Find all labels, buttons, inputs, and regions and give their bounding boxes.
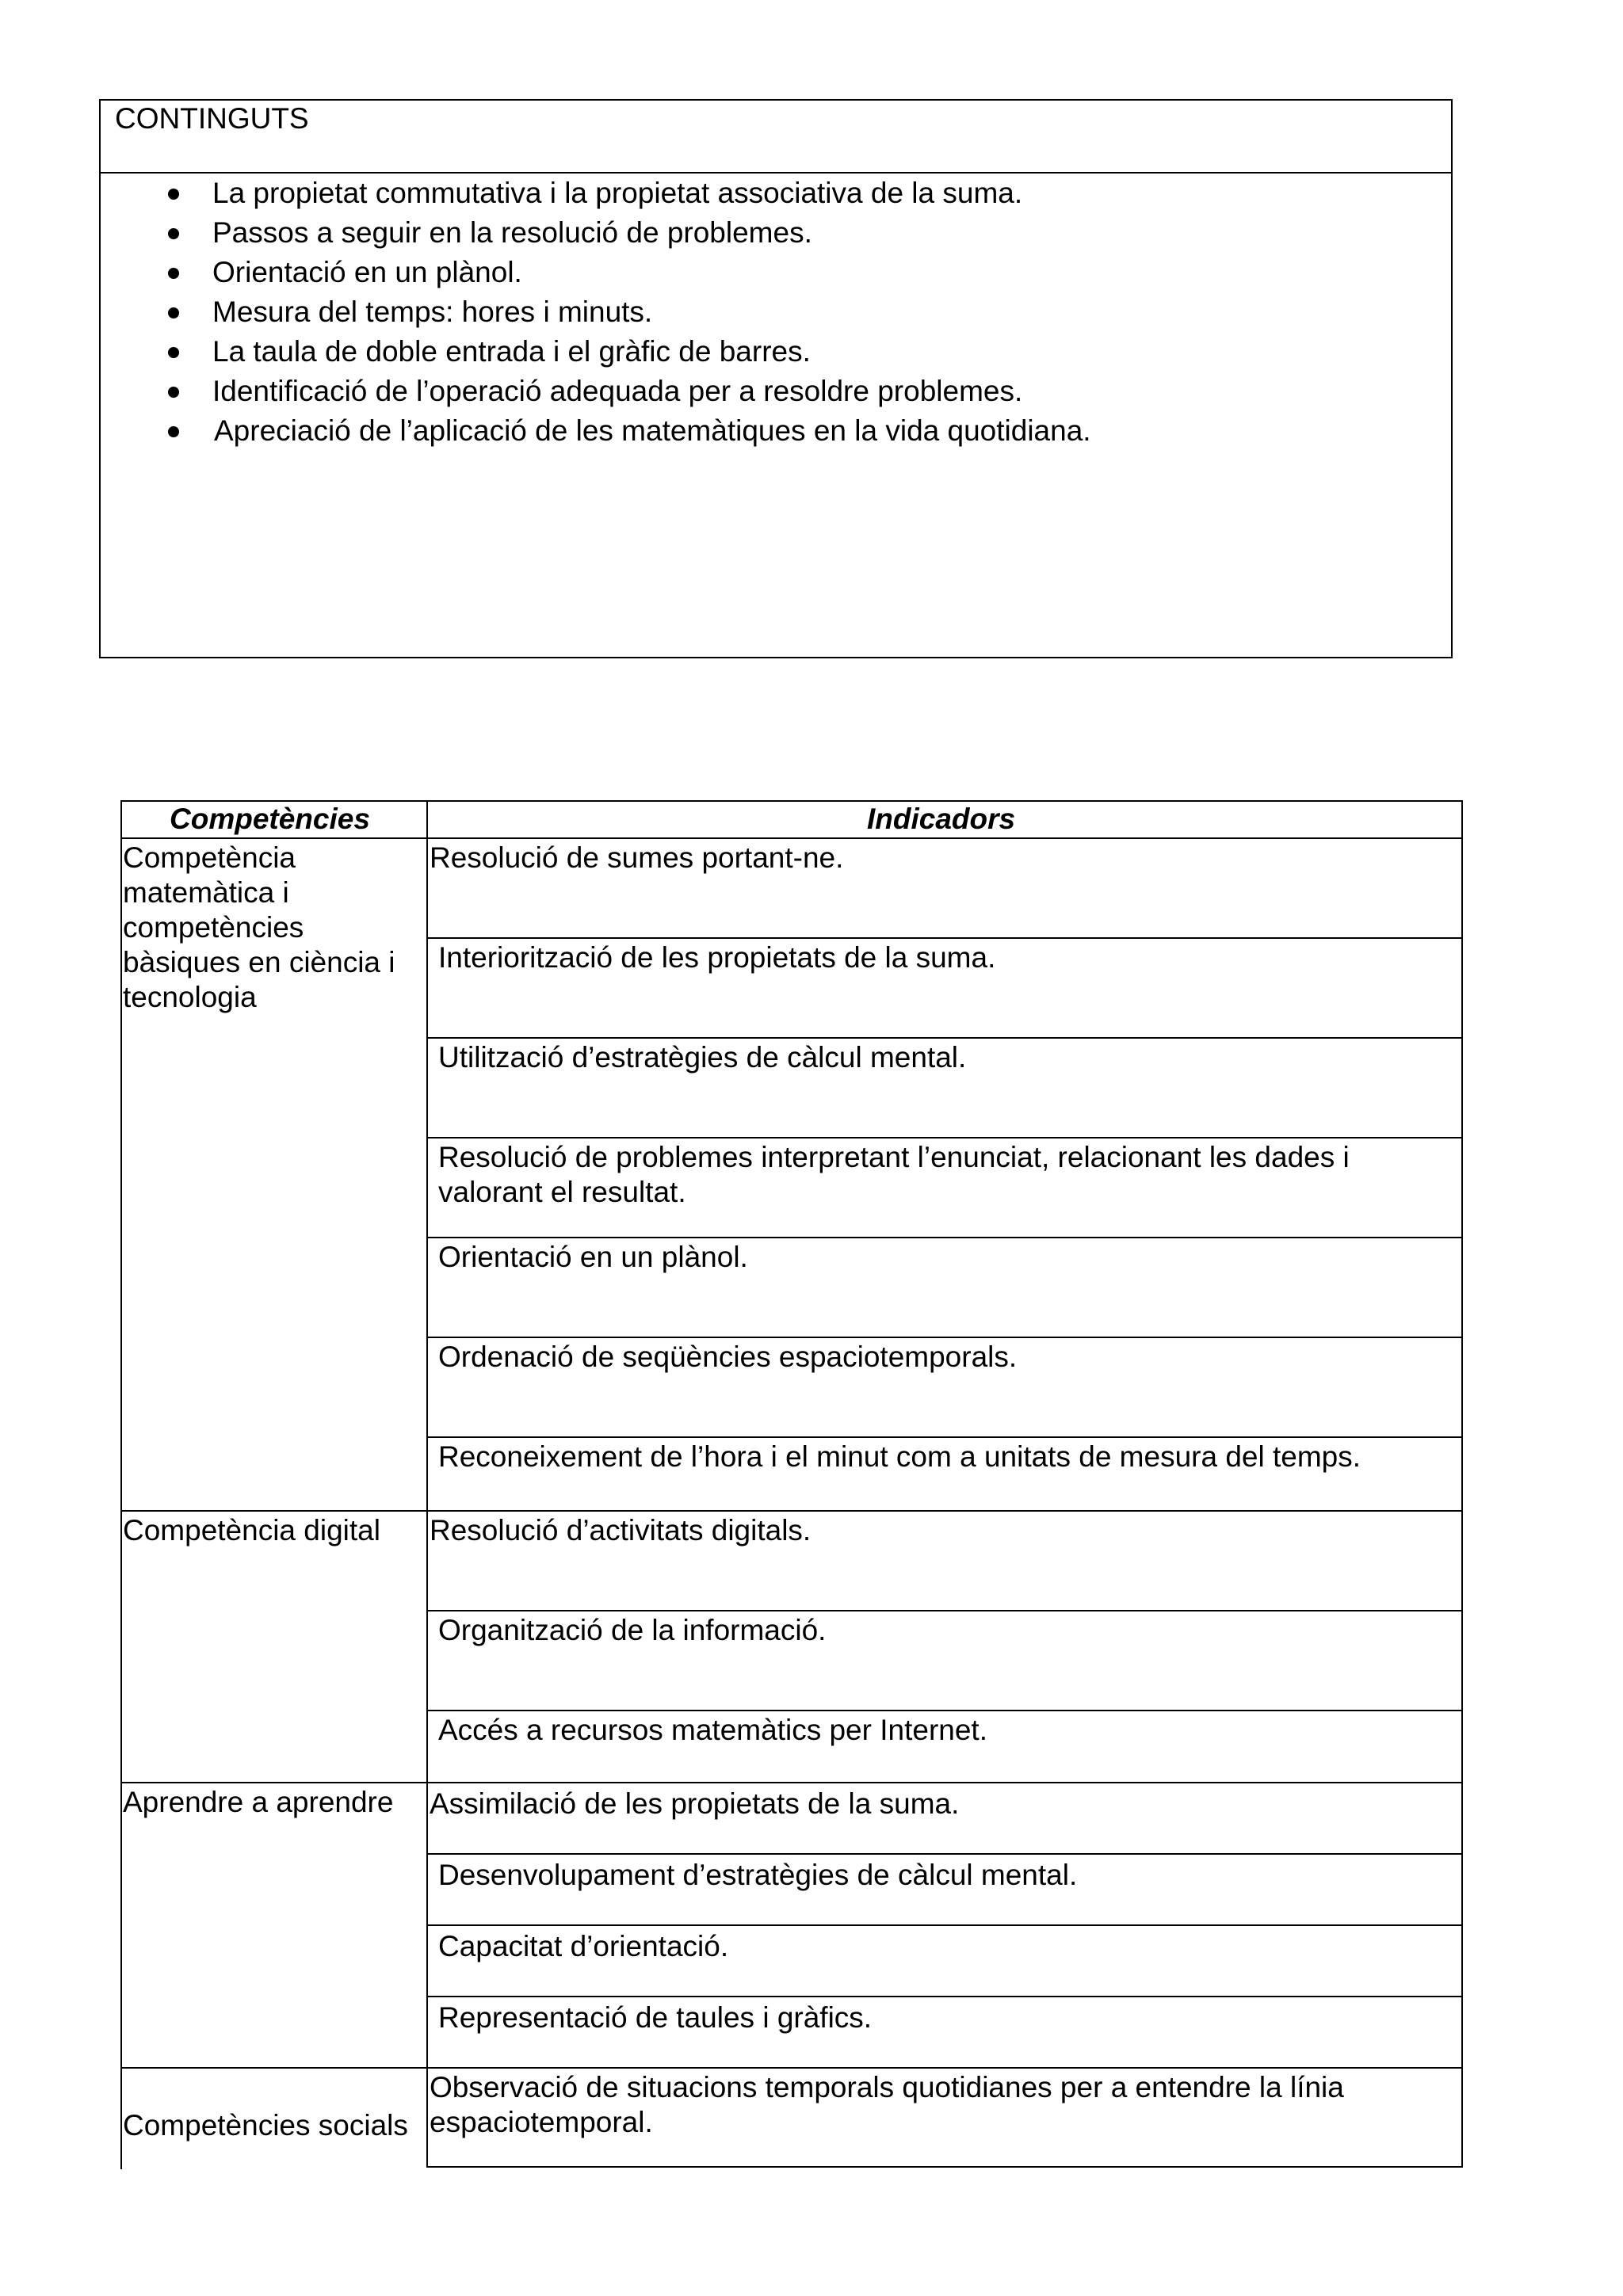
header-competencies: Competències	[170, 803, 370, 835]
indicator-cell: Desenvolupament d’estratègies de càlcul mental.	[438, 1859, 1078, 1891]
indicator-cell: Resolució de sumes portant-ne.	[430, 841, 844, 874]
header-indicators: Indicadors	[867, 803, 1016, 835]
competency-name: Competència matemàtica i competències bàsiques en ciència i tecnologia	[123, 841, 395, 1013]
table-bottom-indicators	[426, 2166, 1463, 2168]
bullet-icon	[168, 347, 179, 358]
contents-title-divider	[99, 172, 1453, 174]
bullet-icon	[168, 268, 179, 279]
competency-name: Competència digital	[123, 1514, 380, 1547]
bullet-icon	[168, 387, 179, 398]
bullet-icon	[168, 228, 179, 239]
row-divider	[426, 1337, 1463, 1338]
indicator-cell: Orientació en un plànol.	[438, 1241, 748, 1273]
indicator-cell: Resolució de problemes interpretant l’enunciat, relacionant les dades i valorant el resultat.	[438, 1141, 1350, 1208]
indicator-cell: Assimilació de les propietats de la suma.	[430, 1787, 960, 1820]
row-divider	[426, 1037, 1463, 1039]
row-divider	[426, 1924, 1463, 1926]
bullet-icon	[168, 189, 179, 200]
row-divider	[426, 1853, 1463, 1855]
indicator-cell: Utilització d’estratègies de càlcul mental.	[438, 1041, 967, 1074]
table-border-left	[120, 800, 122, 2169]
row-divider	[426, 1610, 1463, 1611]
competency-name: Competències socials	[123, 2109, 408, 2142]
row-divider	[426, 1237, 1463, 1238]
indicator-cell: Ordenació de seqüències espaciotemporals.	[438, 1341, 1018, 1373]
bullet-icon	[168, 426, 179, 437]
table-border-right	[1461, 800, 1463, 2168]
group-divider	[120, 2067, 1463, 2069]
indicator-cell: Reconeixement de l’hora i el minut com a unitats de mesura del temps.	[438, 1440, 1361, 1473]
indicator-cell: Interiorització de les propietats de la suma.	[438, 941, 996, 974]
row-divider	[426, 1996, 1463, 1997]
row-divider	[426, 937, 1463, 939]
row-divider	[426, 1436, 1463, 1438]
row-divider	[426, 1137, 1463, 1138]
indicator-cell: Observació de situacions temporals quotidianes per a entendre la línia espaciotemporal.	[430, 2071, 1344, 2138]
row-divider	[426, 1710, 1463, 1711]
indicator-cell: Capacitat d’orientació.	[438, 1930, 729, 1962]
indicator-cell: Resolució d’activitats digitals.	[430, 1514, 812, 1547]
competency-name: Aprendre a aprendre	[123, 1786, 394, 1818]
indicator-cell: Accés a recursos matemàtics per Internet.	[438, 1714, 987, 1746]
group-divider	[120, 1510, 1463, 1512]
group-divider	[120, 1782, 1463, 1783]
table-header-divider	[120, 837, 1463, 839]
indicator-cell: Representació de taules i gràfics.	[438, 2001, 873, 2034]
contents-title: CONTINGUTS	[115, 102, 309, 135]
table-column-divider	[426, 800, 428, 2168]
bullet-icon	[168, 307, 179, 318]
indicator-cell: Organització de la informació.	[438, 1614, 827, 1646]
